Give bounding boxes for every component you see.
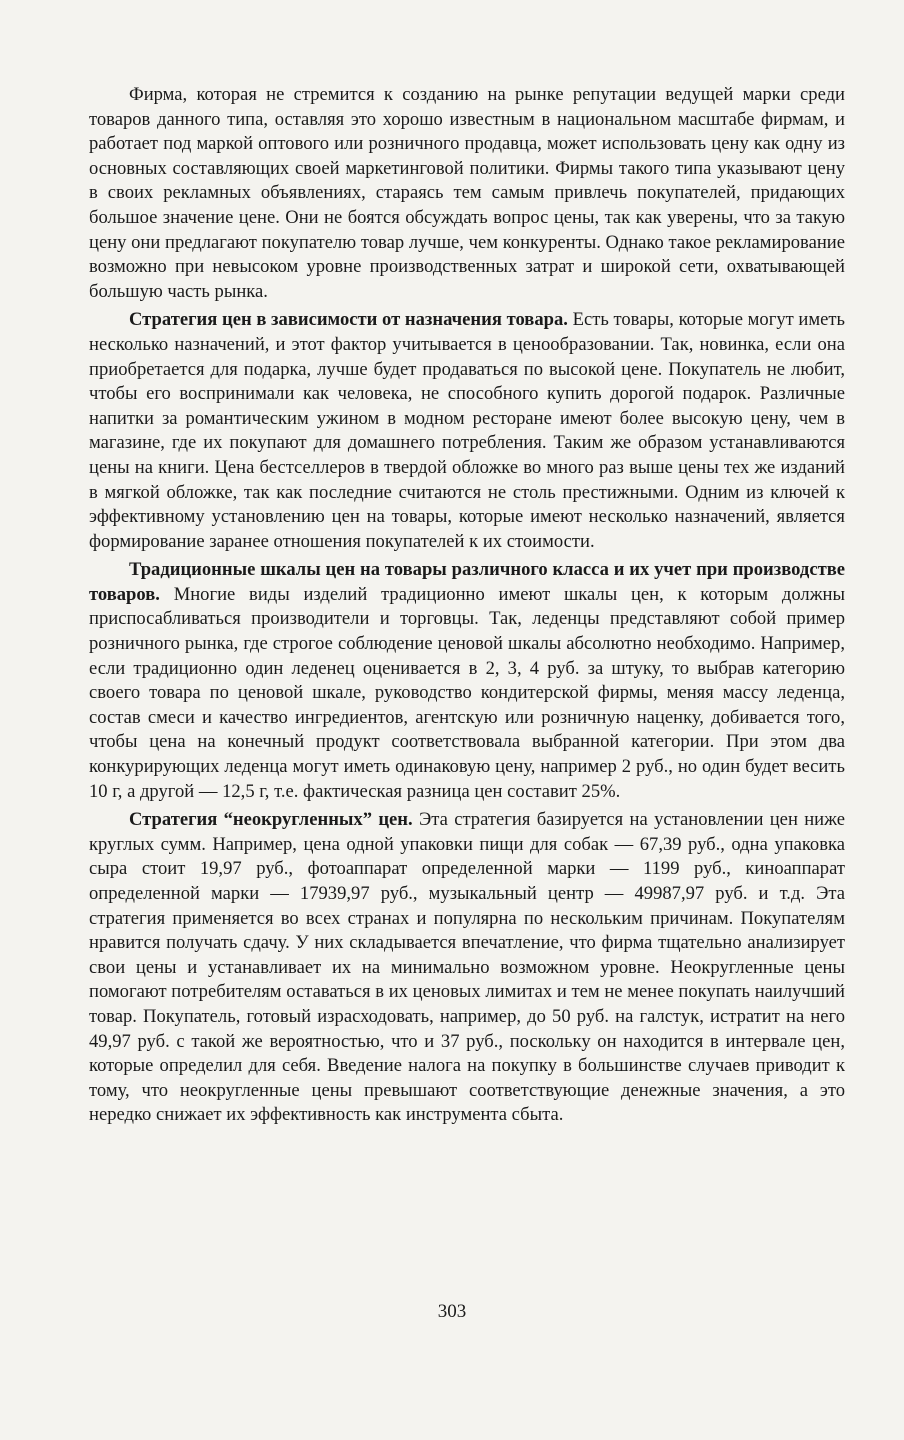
page-body — [89, 83, 845, 1132]
page-number: 303 — [437, 1301, 467, 1322]
paragraph-text: Есть товары, которые могут иметь несколько назначений, и этот фактор учитывается в ценообразовании. Так, новинка, если она приобретается для подарка, лучше будет продаваться по высокой цене. Покупатель не любит, чтобы его воспринимали как человека, не способного купить дорогой подарок. Различные напитки за романтическим ужином в модном ресторане имеют более высокую цену, чем в магазине, где их покупают для домашнего потребления. Таким же образом устанавливаются цены на книги. Цена бестселлеров в твердой обложке во много раз выше цены тех же изданий в мягкой обложке, так как последние считаются не столь престижными. Одним из ключей к эффективному установлению цен на товары, которые имеют несколько назначений, является формирование заранее отношения покупателей к их стоимости. — [89, 309, 845, 552]
paragraph-intro — [89, 83, 845, 304]
paragraph-heading: Традиционные шкалы цен на товары различного класса и их учет при производстве товаров. — [89, 559, 845, 605]
paragraph-text: Фирма, которая не стремится к созданию на рынке репутации ведущей марки среди товаров данного типа, оставляя это хорошо известным в национальном масштабе фирмам, и работает под маркой оптового или розничного продавца, может использовать цену как одну из основных составляющих своей маркетинговой политики. Фирмы такого типа указывают цену в своих рекламных объявлениях, стараясь тем самым привлечь покупателей, придающих большое значение цене. Они не боятся обсуждать вопрос цены, так как уверены, что за такую цену они предлагают покупателю товар лучше, чем конкуренты. Однако такое рекламирование возможно при невысоком уровне производственных затрат и широкой сети, охватывающей большую часть рынка. — [89, 84, 845, 302]
paragraph-purpose-pricing — [89, 308, 845, 554]
paragraph-odd-pricing — [89, 808, 845, 1128]
paragraph-heading: Стратегия цен в зависимости от назначения товара. — [129, 309, 568, 331]
paragraph-price-scales — [89, 558, 845, 804]
paragraph-text: Многие виды изделий традиционно имеют шкалы цен, к которым должны приспосабливаться производители и торговцы. Так, леденцы представляют собой пример розничного рынка, где строгое соблюдение ценовой шкалы абсолютно необходимо. Например, если традиционно один леденец оценивается в 2, 3, 4 руб. за штуку, то выбрав категорию своего товара по ценовой шкале, руководство кондитерской фирмы, меняя массу леденца, состав смеси и качество ингредиентов, агентскую или розничную наценку, добивается того, чтобы цена на конечный продукт соответствовала выбранной категории. При этом два конкурирующих леденца могут иметь одинаковую цену, например 2 руб., но один будет весить 10 г, а другой — 12,5 г, т.е. фактическая разница цен составит 25%. — [89, 583, 845, 802]
paragraph-text: Эта стратегия базируется на установлении цен ниже круглых сумм. Например, цена одной упаковки пищи для собак — 67,39 руб., одна упаковка сыра стоит 19,97 руб., фотоаппарат определенной марки — 1199 руб., киноаппарат определенной марки — 17939,97 руб., музыкальный центр — 49987,97 руб. и т.д. Эта стратегия применяется во всех странах и популярна по нескольким причинам. Покупателям нравится получать сдачу. У них складывается впечатление, что фирма тщательно анализирует свои цены и устанавливает их на минимально возможном уровне. Неокругленные цены помогают потребителям оставаться в их ценовых лимитах и тем не менее покупать наилучший товар. Покупатель, готовый израсходовать, например, до 50 руб. на галстук, истратит на него 49,97 руб. с такой же вероятностью, что и 37 руб., поскольку он находится в интервале цен, которые определил для себя. Введение налога на покупку в большинстве случаев приводит к тому, что неокругленные цены превышают соответствующие денежные значения, а это нередко снижает их эффективность как инструмента сбыта. — [89, 809, 845, 1126]
paragraph-heading: Стратегия “неокругленных” цен. — [129, 809, 413, 831]
